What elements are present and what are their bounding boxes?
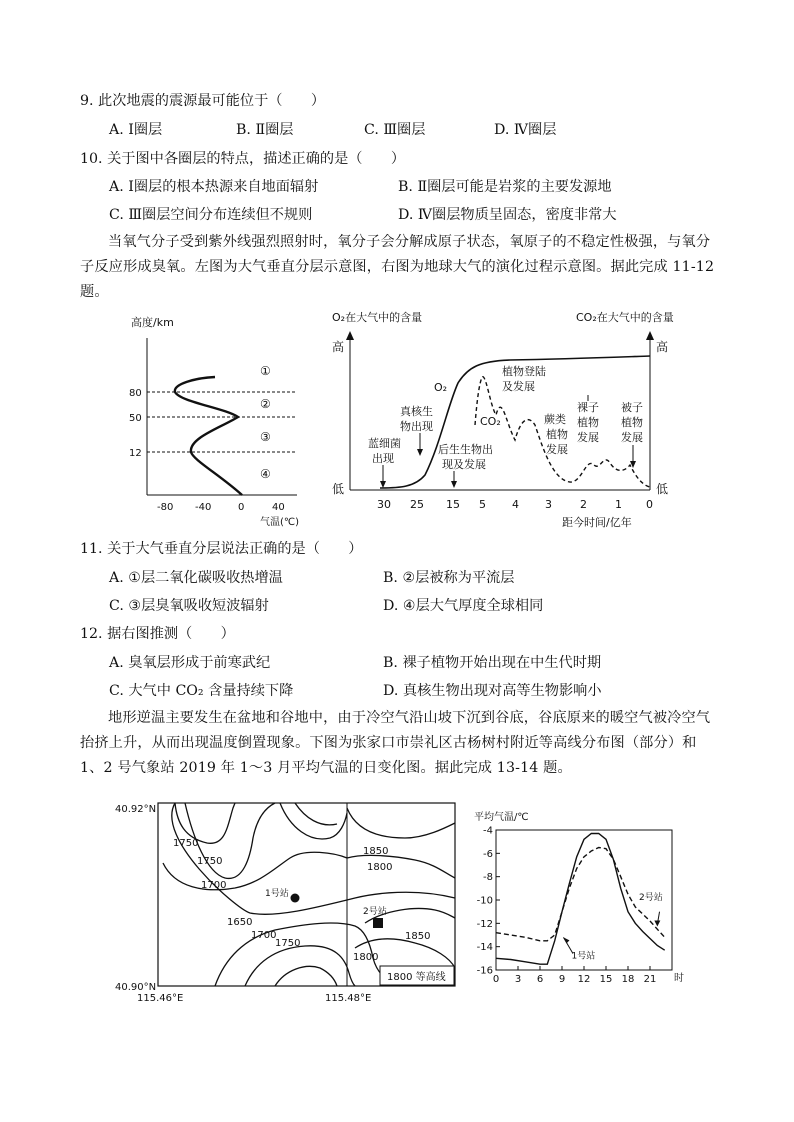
evo-metazoa-2: 现及发展 (442, 458, 486, 471)
chart-series-1-arrow-icon (563, 937, 569, 943)
chart-xtick-label: 12 (577, 974, 591, 985)
q9-option-b: B. Ⅱ圈层 (236, 122, 294, 138)
chart-xtick-label: 9 (558, 974, 566, 985)
evo-xtick-30: 30 (377, 498, 391, 511)
evo-fern-3: 发展 (546, 443, 568, 456)
chart-xtick-label: 0 (492, 974, 500, 985)
atm-ylabel: 高度/km (131, 316, 174, 329)
atm-ytick-50: 50 (129, 413, 142, 424)
chart-xtick-label: 15 (599, 974, 613, 985)
contour-label: 1700 (251, 930, 277, 941)
chart-series-2-label: 2号站 (639, 893, 663, 903)
evo-euk-1: 真核生 (400, 405, 433, 418)
evo-xlabel: 距今时间/亿年 (562, 516, 632, 529)
atm-xtick-40: 40 (272, 502, 285, 513)
atm-xtick-m40: -40 (195, 502, 212, 513)
evo-o2-label: O₂ (434, 381, 448, 394)
chart-ylabel: 平均气温/℃ (474, 812, 529, 823)
evo-xtick-1: 1 (615, 498, 622, 511)
chart-xtick-label: 6 (536, 974, 544, 985)
q11-option-b: B. ②层被称为平流层 (383, 570, 515, 586)
q11-stem: 11. 关于大气垂直分层说法正确的是（ ） (80, 541, 363, 557)
q12-option-a: A. 臭氧层形成于前寒武纪 (109, 655, 271, 671)
atm-xtick-0: 0 (238, 502, 245, 513)
temperature-chart (468, 808, 698, 993)
atm-layer-1: ① (260, 364, 271, 378)
chart-ytick-label: -6 (483, 848, 493, 860)
contour-line (275, 966, 337, 986)
atm-layer-3: ③ (260, 430, 271, 444)
chart-ytick-label: -16 (476, 965, 493, 977)
evo-cyano-2: 出现 (372, 452, 394, 465)
atmosphere-evolution-figure (330, 305, 700, 535)
chart-ytick-label: -12 (476, 918, 493, 930)
contour-label: 1700 (201, 880, 227, 891)
contour-map-figure (115, 798, 465, 1003)
evo-high-right: 高 (656, 340, 669, 354)
station-2-marker (373, 918, 383, 928)
q9-stem: 9. 此次地震的震源最可能位于（ ） (80, 93, 326, 109)
chart-series-2-arrow-icon (654, 921, 660, 927)
evo-fern-1: 蕨类 (544, 413, 566, 426)
evo-metazoa-1: 后生生物出 (438, 443, 493, 456)
chart-ytick-label: -4 (483, 825, 493, 837)
evo-high-left: 高 (332, 340, 345, 354)
evo-cyano-arrow-icon (380, 481, 386, 488)
passage-inversion: 地形逆温主要发生在盆地和谷地中，由于冷空气沿山坡下沉到谷底，谷底原来的暖空气被冷空气抬挤上升，从而出现温度倒置现象。下图为张家口市崇礼区古杨树村附近等高线分布图（部分）和 1、2 号气象站 2019 年 1～3 月平均气温的日变化图。据此完成 13-14 题。 (80, 710, 711, 776)
contour-line (295, 803, 337, 825)
chart-xtick-label: 18 (621, 974, 635, 985)
evo-co2-title: CO₂在大气中的含量 (576, 311, 674, 324)
evo-angio-1: 被子 (621, 401, 643, 414)
evo-low-right: 低 (656, 482, 669, 496)
atm-layer-2: ② (260, 397, 271, 411)
q11-option-d: D. ④层大气厚度全球相同 (383, 598, 544, 614)
q12-stem: 12. 据右图推测（ ） (80, 626, 235, 642)
evo-xtick-25: 25 (410, 498, 424, 511)
atm-layer-4: ④ (260, 467, 271, 481)
q12-option-c: C. 大气中 CO₂ 含量持续下降 (109, 683, 294, 699)
chart-ytick-label: -8 (483, 872, 493, 884)
q11-option-a: A. ①层二氧化碳吸收热增温 (109, 570, 283, 586)
contour-label: 1800 (367, 862, 393, 873)
contour-line (347, 808, 455, 838)
atm-temperature-curve (175, 377, 242, 495)
evo-low-left: 低 (332, 482, 345, 496)
contour-label: 1800 (353, 952, 379, 963)
q12-option-d: D. 真核生物出现对高等生物影响小 (383, 683, 602, 699)
chart-ytick-label: -14 (476, 942, 493, 954)
station-1-label: 1号站 (265, 889, 289, 899)
q10-option-c: C. Ⅲ圈层空间分布连续但不规则 (109, 207, 313, 223)
evo-angio-2: 植物 (621, 416, 643, 429)
atm-xtick-m80: -80 (157, 502, 174, 513)
evo-xtick-2: 2 (580, 498, 587, 511)
contour-label: 1650 (227, 917, 253, 928)
evo-left-arrow-icon (346, 331, 354, 340)
evo-co2-label: CO₂ (480, 415, 501, 428)
q10-stem: 10. 关于图中各圈层的特点，描述正确的是（ ） (80, 151, 406, 167)
q12-option-b: B. 裸子植物开始出现在中生代时期 (383, 655, 602, 671)
map-lat-bottom: 40.90°N (115, 982, 157, 993)
station-2-label: 2号站 (363, 907, 387, 917)
q10-option-d: D. Ⅳ圈层物质呈固态，密度非常大 (398, 207, 617, 223)
q10-option-a: A. Ⅰ圈层的根本热源来自地面辐射 (109, 179, 319, 195)
evo-cyano-1: 蓝细菌 (368, 437, 401, 450)
evo-angio-3: 发展 (621, 431, 643, 444)
evo-xtick-0: 0 (646, 498, 653, 511)
evo-landplant-2: 及发展 (502, 380, 535, 393)
map-legend: 1800 等高线 (387, 972, 446, 983)
evo-gymno-3: 发展 (577, 431, 599, 444)
chart-ytick-label: -10 (476, 895, 493, 907)
evo-xtick-5: 5 (479, 498, 486, 511)
evo-metazoa-arrow-icon (451, 481, 457, 488)
evo-gymno-2: 植物 (577, 416, 599, 429)
contour-line (245, 946, 355, 986)
contour-line (347, 855, 455, 878)
evo-right-arrow-icon (646, 331, 654, 340)
evo-xtick-3: 3 (545, 498, 552, 511)
contour-label: 1850 (405, 931, 431, 942)
q9-option-a: A. Ⅰ圈层 (109, 122, 163, 138)
contour-label: 1750 (275, 938, 301, 949)
map-lon-left: 115.46°E (137, 993, 184, 1003)
chart-series-1-label: 1号站 (571, 951, 596, 962)
evo-euk-2: 物出现 (400, 420, 433, 433)
evo-fern-2: 植物 (546, 428, 568, 441)
atm-ytick-12: 12 (129, 448, 142, 459)
chart-xtick-label: 21 (643, 974, 657, 985)
evo-euk-arrow-icon (417, 449, 423, 456)
passage-ozone: 当氧气分子受到紫外线强烈照射时，氧分子会分解成原子状态，氧原子的不稳定性极强，与氧分子反应形成臭氧。左图为大气垂直分层示意图，右图为地球大气的演化过程示意图。据此完成 11-12 题。 (80, 234, 715, 300)
map-frame (158, 803, 455, 986)
evo-xtick-4: 4 (512, 498, 519, 511)
q9-option-c: C. Ⅲ圈层 (364, 122, 426, 138)
evo-xtick-15: 15 (446, 498, 460, 511)
evo-gymno-1: 裸子 (577, 401, 599, 414)
contour-label: 1850 (363, 846, 389, 857)
q10-option-b: B. Ⅱ圈层可能是岩浆的主要发源地 (398, 179, 612, 195)
contour-label: 1750 (197, 856, 223, 867)
map-lat-top: 40.92°N (115, 804, 157, 815)
evo-landplant-1: 植物登陆 (502, 365, 546, 378)
evo-o2-title: O₂在大气中的含量 (332, 311, 423, 324)
contour-label: 1750 (173, 838, 199, 849)
atm-xlabel: 气温(℃) (260, 517, 300, 528)
q11-option-c: C. ③层臭氧吸收短波辐射 (109, 598, 269, 614)
station-1-marker (291, 894, 300, 903)
chart-xlabel: 时 (674, 973, 684, 984)
atm-ytick-80: 80 (129, 388, 142, 399)
map-lon-right: 115.48°E (325, 993, 372, 1003)
atmosphere-layer-figure (125, 310, 310, 530)
chart-xtick-label: 3 (514, 974, 522, 985)
q9-option-d: D. Ⅳ圈层 (494, 122, 557, 138)
